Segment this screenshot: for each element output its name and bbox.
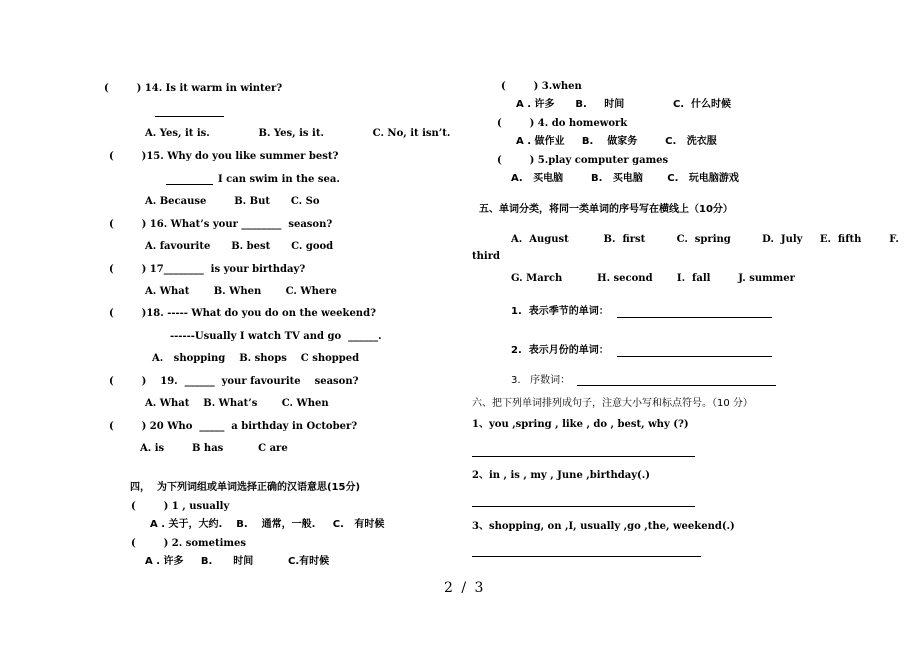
seasons-answer-line[interactable] [617, 317, 772, 318]
q18-question: ( )18. ----- What do you do on the weekend? [109, 308, 376, 319]
page-number: 2 / 3 [444, 580, 486, 596]
section4-heading: 四， 为下列词组或单词选择正确的汉语意思(15分) [130, 482, 361, 493]
section5-words-line1-wrap: third [472, 251, 500, 262]
q16-question: ( ) 16. What’s your ________ season? [109, 219, 333, 230]
sentence1-answer-line[interactable] [472, 456, 695, 457]
section6-sentence3: 3、shopping, on ,I, usually ,go ,the, weekend(.) [472, 521, 735, 532]
section4-item4-options: A . 做作业 B. 做家务 C. 洗衣服 [516, 136, 717, 147]
q19-question: ( ) 19. ______ your favourite season? [109, 376, 359, 387]
q15-options: A. Because B. But C. So [145, 196, 320, 207]
q20-question: ( ) 20 Who _____ a birthday in October? [109, 421, 358, 432]
q14-question: ( ) 14. Is it warm in winter? [104, 83, 283, 94]
q18-answer: ------Usually I watch TV and go ______. [170, 331, 382, 342]
section4-item3-word: ( ) 3.when [501, 81, 582, 92]
section5-prompt-ordinals: 3. 序数词： [511, 375, 571, 386]
q20-options: A. is B has C are [140, 443, 288, 454]
sentence2-answer-line[interactable] [472, 506, 695, 507]
q15-question: ( )15. Why do you like summer best? [109, 151, 339, 162]
q16-options: A. favourite B. best C. good [145, 241, 334, 252]
q19-options: A. What B. What’s C. When [145, 398, 329, 409]
section5-prompt-seasons: 1. 表示季节的单词： [511, 306, 609, 317]
section5-prompt-months: 2. 表示月份的单词： [511, 345, 609, 356]
section4-item1-options: A . 关于，大约. B. 通常，一般. C. 有时候 [150, 519, 385, 530]
section4-item2-word: ( ) 2. sometimes [131, 538, 246, 549]
section4-item5-options: A. 买电脑 B. 买电脑 C. 玩电脑游戏 [511, 173, 739, 184]
section6-sentence1: 1、you ,spring , like , do , best, why (?) [472, 419, 689, 430]
q14-answer-blank[interactable] [155, 116, 224, 117]
section4-item3-options: A . 许多 B. 时间 C. 什么时候 [516, 99, 732, 110]
q17-options: A. What B. When C. Where [145, 286, 337, 297]
q15-statement: I can swim in the sea. [218, 174, 340, 185]
section4-item5-word: ( ) 5.play computer games [497, 155, 669, 166]
section6-sentence2: 2、in , is , my , June ,birthday(.) [472, 470, 650, 481]
section5-words-line2: G. March H. second I. fall J. summer [511, 273, 795, 284]
months-answer-line[interactable] [617, 356, 772, 357]
section5-heading: 五、单词分类，将同一类单词的序号写在横线上（10分） [479, 204, 733, 215]
q18-options: A. shopping B. shops C shopped [152, 353, 360, 364]
section4-item4-word: ( ) 4. do homework [497, 118, 628, 129]
sentence3-answer-line[interactable] [472, 556, 701, 557]
section5-words-line1: A. August B. first C. spring D. July E. fifth F. [511, 234, 899, 245]
section6-heading: 六、把下列单词排列成句子，注意大小写和标点符号。（10 分） [472, 398, 753, 409]
ordinals-answer-line[interactable] [577, 385, 776, 386]
q15-answer-blank[interactable] [166, 184, 213, 185]
section4-item1-word: ( ) 1 , usually [131, 501, 230, 512]
q17-question: ( ) 17________ is your birthday? [109, 264, 306, 275]
section4-item2-options: A . 许多 B. 时间 C.有时候 [145, 556, 330, 567]
q14-options: A. Yes, it is. B. Yes, is it. C. No, it isn’t. [145, 128, 451, 139]
